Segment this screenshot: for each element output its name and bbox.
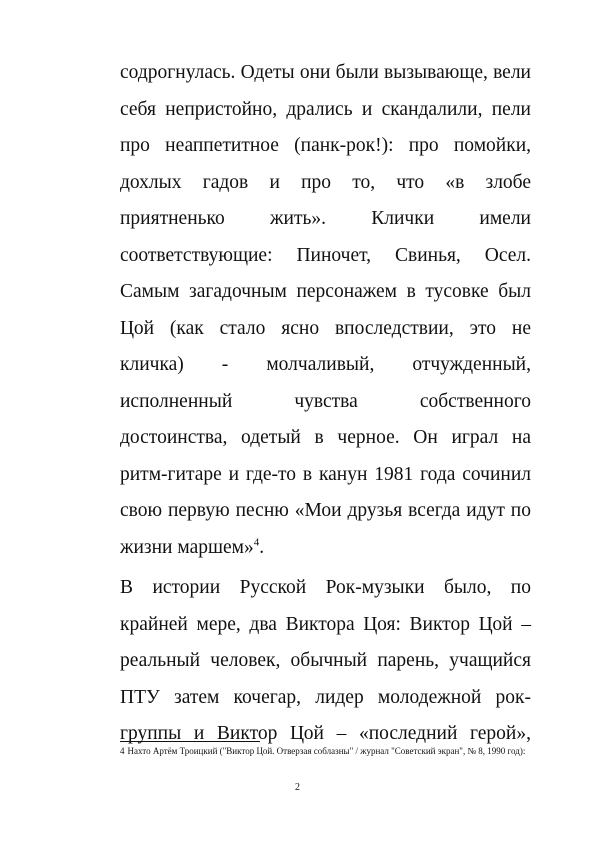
text-line: кличка) - молчаливый, отчужденный, (120, 354, 531, 375)
text-line: приятненько жить». Клички имели (120, 208, 531, 229)
text-line: крайней мере, два Виктора Цоя: Виктор Цой – (120, 613, 531, 635)
text-line: группы и Виктор Цой – «последний герой», (120, 723, 531, 744)
text-line: реальный человек, обычный парень, учащийся (120, 650, 531, 671)
text-line: Цой (как стало ясно впоследствии, это не (120, 317, 531, 339)
text-line: исполненный чувства собственного (120, 390, 531, 412)
footnote-separator (120, 741, 260, 742)
page-number: 2 (295, 782, 300, 793)
text-line-last (120, 530, 531, 567)
text-line: достоинства, одетый в черное. Он играл на (120, 427, 531, 448)
footnote (120, 745, 531, 758)
text-line: дохлых гадов и про то, что «в злобе (120, 171, 531, 193)
text-line: себя непристойно, дрались и скандалили, пели (120, 98, 531, 120)
footnote-ref[interactable]: 4 (253, 536, 260, 548)
text-line: ритм-гитаре и где-то в канун 1981 года сочинил (120, 463, 531, 485)
footnote-text: Нахто Артём Троицкий ("Виктор Цой. Отверзая соблазны" / журнал "Советский экран", № 8, 1990 год): (127, 746, 526, 756)
text-line: содрогнулась. Одеты они были вызывающе, вели (120, 62, 531, 83)
text-line: про неаппетитное (панк-рок!): про помойки, (120, 135, 531, 156)
text-line: ПТУ затем кочегар, лидер молодежной рок- (120, 686, 531, 708)
footnote-number: 4 (120, 746, 125, 756)
body-text (120, 55, 531, 753)
text-line: В истории Русской Рок-музыки было, по (120, 577, 531, 598)
text-line: свою первую песню «Мои друзья всегда идут по (120, 500, 531, 521)
text-line: соответствующие: Пиночет, Свинья, Осел. (120, 244, 531, 266)
last-line-tail: . (259, 536, 265, 558)
text-line: Самым загадочным персонажем в тусовке был (120, 281, 531, 302)
last-line-text: жизни маршем» (120, 536, 254, 558)
